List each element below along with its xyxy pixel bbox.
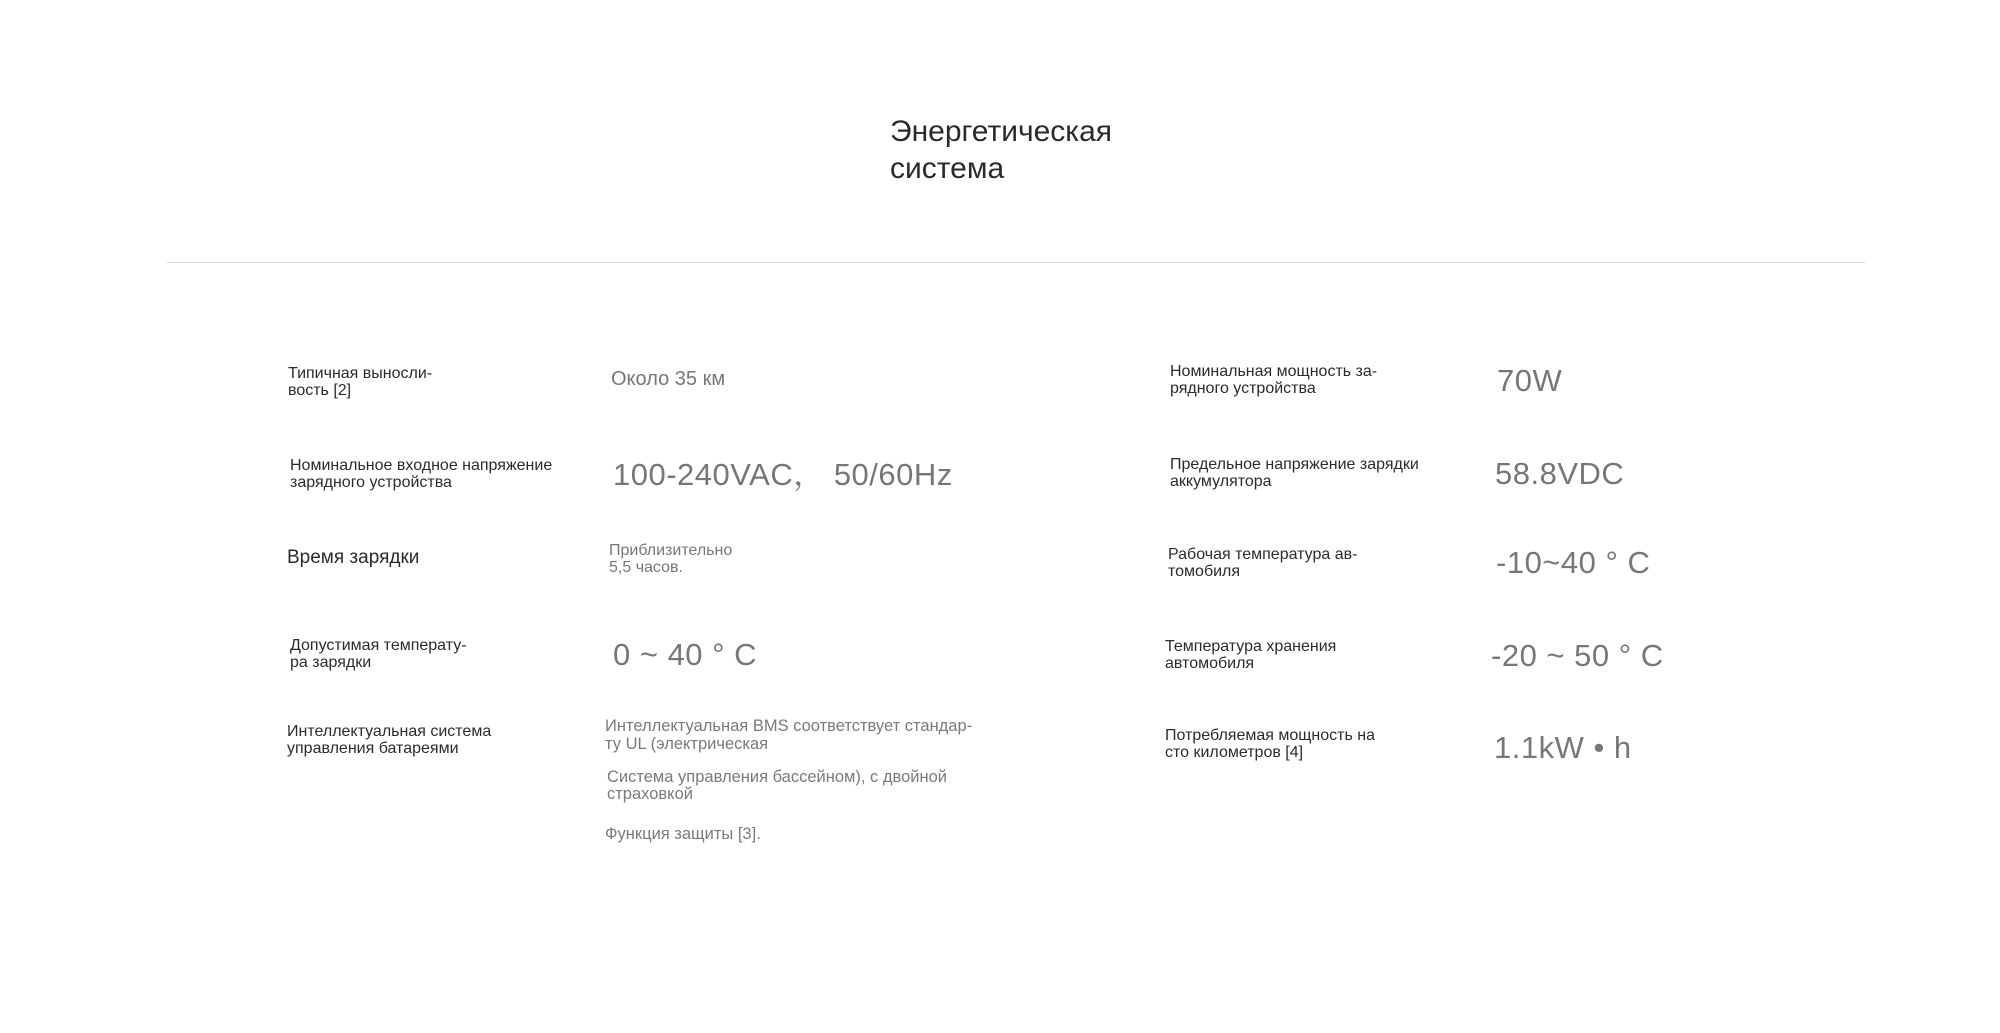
spec-label-charging-time: Время зарядки <box>287 547 420 568</box>
spec-label-battery-charge-voltage-limit <box>1170 456 1419 490</box>
spec-label-operating-temperature <box>1168 546 1357 580</box>
spec-label-bms-line-1: Интеллектуальная система <box>287 723 492 740</box>
section-divider <box>167 262 1865 263</box>
spec-label-energy-consumption-line-2: сто километров [4] <box>1165 744 1304 761</box>
spec-value-bms-line-5: Функция защиты [3]. <box>605 825 761 843</box>
spec-label-energy-consumption <box>1165 727 1375 761</box>
spec-label-charger-input-voltage <box>290 457 552 491</box>
spec-value-storage-temperature: -20 ~ 50 ° C <box>1491 638 1664 673</box>
spec-label-storage-temperature-line-2: автомобиля <box>1165 655 1255 672</box>
spec-value-energy-consumption: 1.1kW • h <box>1494 730 1632 765</box>
spec-label-charger-input-voltage-line-2: зарядного устройства <box>290 474 452 491</box>
spec-value-range: Около 35 км <box>611 368 726 390</box>
spec-label-charger-input-voltage-line-1: Номинальное входное напряжение <box>290 457 553 474</box>
section-title-line-2: система <box>890 152 1005 185</box>
spec-value-bms-line-3: Система управления бассейном), с двойной <box>607 768 947 786</box>
spec-label-bms-line-2: управления батареями <box>287 740 459 757</box>
spec-value-charging-time <box>609 542 732 576</box>
spec-label-range <box>288 365 432 399</box>
spec-value-charger-power: 70W <box>1497 363 1563 398</box>
spec-value-charging-temperature: 0 ~ 40 ° C <box>613 637 758 672</box>
spec-value-bms-line-4: страховкой <box>607 785 693 803</box>
spec-label-bms <box>287 723 491 757</box>
spec-label-storage-temperature-line-1: Температура хранения <box>1165 638 1337 655</box>
spec-label-charger-power-line-1: Номинальная мощность за- <box>1170 363 1378 380</box>
section-title <box>890 113 1112 187</box>
spec-value-battery-charge-voltage-limit: 58.8VDC <box>1495 456 1625 491</box>
spec-label-energy-consumption-line-1: Потребляемая мощность на <box>1165 727 1375 744</box>
section-title-line-1: Энергетическая <box>890 115 1112 148</box>
spec-value-charging-time-line-2: 5,5 часов. <box>609 559 683 576</box>
spec-label-charger-power <box>1170 363 1377 397</box>
spec-label-range-line-1: Типичная выносли- <box>288 365 433 382</box>
spec-label-charging-temperature <box>290 637 467 671</box>
spec-label-charging-temperature-line-1: Допустимая температу- <box>290 637 467 654</box>
spec-value-bms-line-2: ту UL (электрическая <box>605 735 769 753</box>
spec-label-charging-temperature-line-2: ра зарядки <box>290 654 372 671</box>
spec-label-storage-temperature <box>1165 638 1336 672</box>
spec-value-operating-temperature: -10~40 ° C <box>1496 545 1651 580</box>
spec-value-bms-line-1: Интеллектуальная BMS соответствует стандар- <box>605 717 973 735</box>
spec-label-charger-power-line-2: рядного устройства <box>1170 380 1316 397</box>
spec-value-charging-time-line-1: Приблизительно <box>609 542 733 559</box>
spec-label-operating-temperature-line-2: томобиля <box>1168 563 1241 580</box>
spec-label-operating-temperature-line-1: Рабочая температура ав- <box>1168 546 1358 563</box>
spec-value-charger-input-voltage: 100-240VAC， 50/60Hz <box>613 457 953 492</box>
spec-label-battery-charge-voltage-limit-line-1: Предельное напряжение зарядки <box>1170 456 1419 473</box>
spec-label-range-line-2: вость [2] <box>288 382 352 399</box>
spec-label-battery-charge-voltage-limit-line-2: аккумулятора <box>1170 473 1272 490</box>
